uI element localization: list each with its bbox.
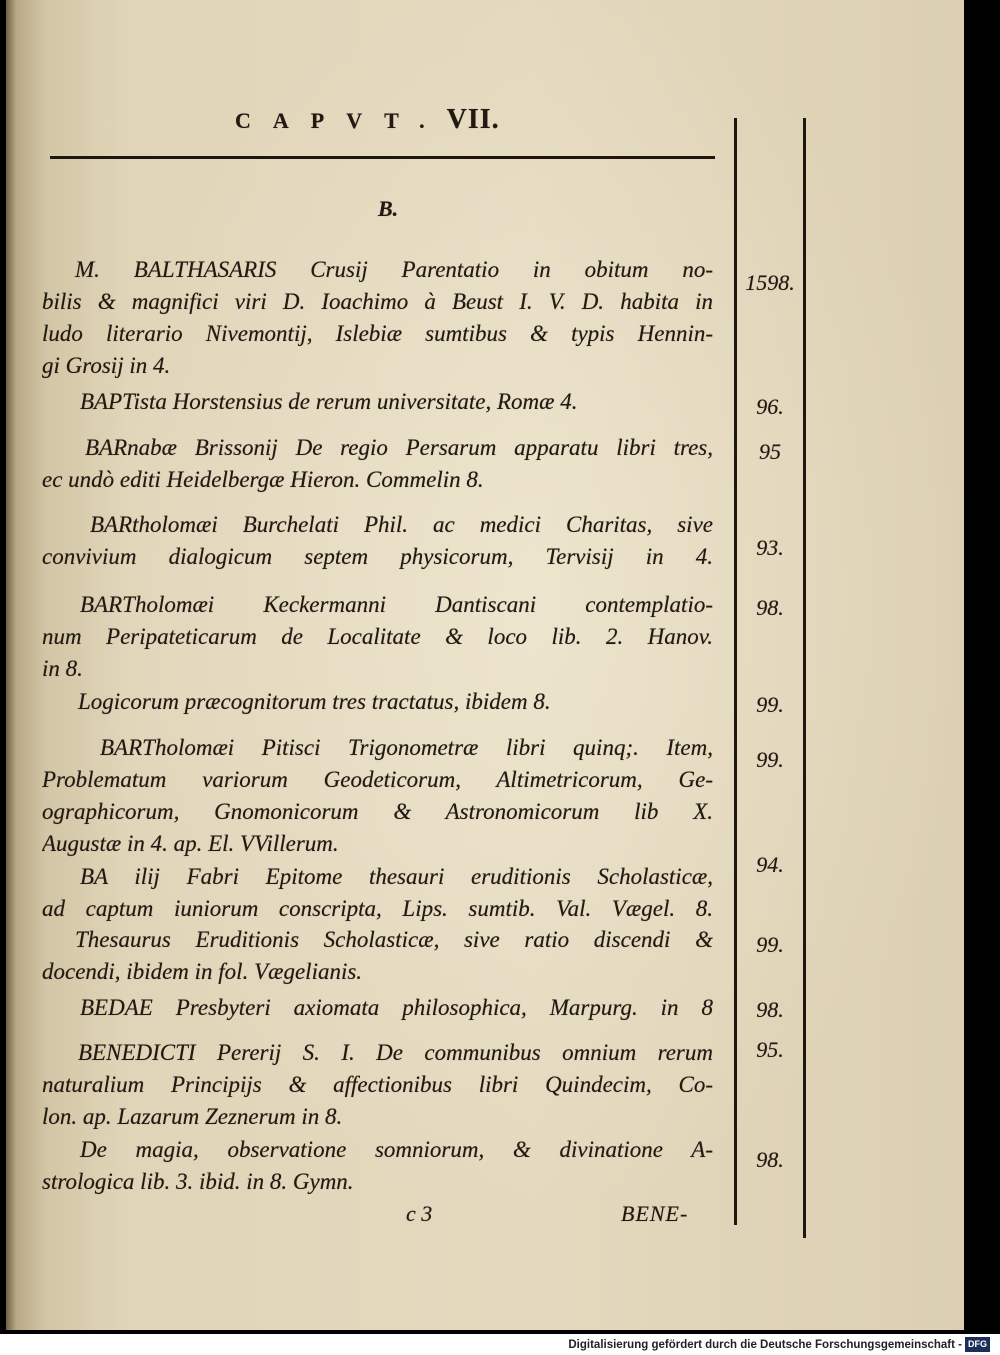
entry-line: in 8. bbox=[42, 656, 83, 681]
entry-year: 98. bbox=[756, 595, 784, 620]
entry-line: ludo literario Nivemontij, Islebiæ sumtibus & typis Hennin- bbox=[42, 321, 713, 346]
section-letter: B. bbox=[378, 196, 399, 221]
book-page bbox=[6, 0, 964, 1330]
bibliography-entry bbox=[42, 589, 713, 685]
entry-title-line: BENEDICTI Pererij S. I. De communibus omnium rerum bbox=[78, 1040, 713, 1065]
entry-year: 99. bbox=[756, 932, 784, 957]
entry-title-line: Thesaurus Eruditionis Scholasticæ, sive ratio discendi & bbox=[75, 927, 713, 952]
entry-line: convivium dialogicum septem physicorum, Tervisij in 4. bbox=[42, 544, 713, 569]
bibliography-entry bbox=[42, 732, 713, 860]
bibliography-entry bbox=[42, 432, 713, 496]
chapter-heading bbox=[235, 104, 500, 142]
entry-line: ographicorum, Gnomonicorum & Astronomicorum lib X. bbox=[42, 799, 713, 824]
bibliography-entry bbox=[42, 1037, 713, 1133]
entry-title-line: BARnabæ Brissonij De regio Persarum apparatu libri tres, bbox=[85, 435, 713, 460]
entry-year: 1598. bbox=[745, 270, 795, 295]
entry-year: 95 bbox=[759, 439, 781, 464]
entry-line: ec undò editi Heidelbergæ Hieron. Commelin 8. bbox=[42, 467, 484, 492]
signature-mark: c 3 bbox=[406, 1201, 433, 1226]
entry-year: 94. bbox=[756, 852, 784, 877]
chapter-label: CAPVT. bbox=[235, 108, 447, 133]
catchword: BENE- bbox=[621, 1201, 689, 1226]
entry-line: num Peripateticarum de Localitate & loco lib. 2. Hanov. bbox=[42, 624, 713, 649]
entry-line: naturalium Principijs & affectionibus libri Quindecim, Co- bbox=[42, 1072, 713, 1097]
entry-line: Problematum variorum Geodeticorum, Altimetricorum, Ge- bbox=[42, 767, 713, 792]
entry-year: 99. bbox=[756, 747, 784, 772]
entry-year: 98. bbox=[756, 1147, 784, 1172]
bibliography-entry bbox=[42, 509, 713, 573]
header-rule bbox=[50, 156, 715, 159]
entry-title-line: Logicorum præcognitorum tres tractatus, ibidem 8. bbox=[78, 689, 551, 714]
column-rule-right bbox=[803, 118, 806, 1238]
entry-title-line: BARTholomæi Keckermanni Dantiscani contemplatio- bbox=[80, 592, 713, 617]
bibliography-entry bbox=[42, 386, 713, 418]
chapter-number: VII. bbox=[446, 104, 500, 135]
entry-title-line: M. BALTHASARIS Crusij Parentatio in obitum no- bbox=[75, 257, 713, 282]
entry-line: gi Grosij in 4. bbox=[42, 353, 171, 378]
bibliography-entry bbox=[42, 992, 713, 1024]
bibliography-entry bbox=[42, 686, 713, 718]
entry-title-line: De magia, observatione somniorum, & divinatione A- bbox=[80, 1137, 713, 1162]
entry-year: 96. bbox=[756, 394, 784, 419]
entry-title-line: BEDAE Presbyteri axiomata philosophica, Marpurg. in 8 bbox=[80, 995, 713, 1020]
entry-line: lon. ap. Lazarum Zeznerum in 8. bbox=[42, 1104, 343, 1129]
bibliography-entry bbox=[42, 924, 713, 988]
entry-title-line: BA ilij Fabri Epitome thesauri eruditionis Scholasticæ, bbox=[80, 864, 713, 889]
bibliography-entry bbox=[42, 861, 713, 925]
dfg-logo-icon: DFG bbox=[965, 1337, 990, 1352]
entry-year: 99. bbox=[756, 692, 784, 717]
entry-line: strologica lib. 3. ibid. in 8. Gymn. bbox=[42, 1169, 354, 1194]
bibliography-entry bbox=[42, 254, 713, 382]
entry-line: Augustæ in 4. ap. El. VVillerum. bbox=[42, 831, 339, 856]
entry-year: 95. bbox=[756, 1037, 784, 1062]
digitization-credit-text: Digitalisierung gefördert durch die Deutsche Forschungsgemeinschaft - bbox=[568, 1339, 962, 1351]
entry-title-line: BARtholomæi Burchelati Phil. ac medici Charitas, sive bbox=[90, 512, 713, 537]
entry-title-line: BAPTista Horstensius de rerum universitate, Romæ 4. bbox=[80, 389, 578, 414]
entry-line: bilis & magnifici viri D. Ioachimo à Beust I. V. D. habita in bbox=[42, 289, 713, 314]
digitization-credit-bar bbox=[0, 1334, 1000, 1355]
entry-year: 98. bbox=[756, 997, 784, 1022]
entry-line: docendi, ibidem in fol. Vægelianis. bbox=[42, 959, 363, 984]
bibliography-entry bbox=[42, 1134, 713, 1198]
entry-year: 93. bbox=[756, 535, 784, 560]
entry-line: ad captum iuniorum conscripta, Lips. sumtib. Val. Vægel. 8. bbox=[42, 896, 713, 921]
entry-title-line: BARTholomæi Pitisci Trigonometræ libri quinq;. Item, bbox=[100, 735, 713, 760]
